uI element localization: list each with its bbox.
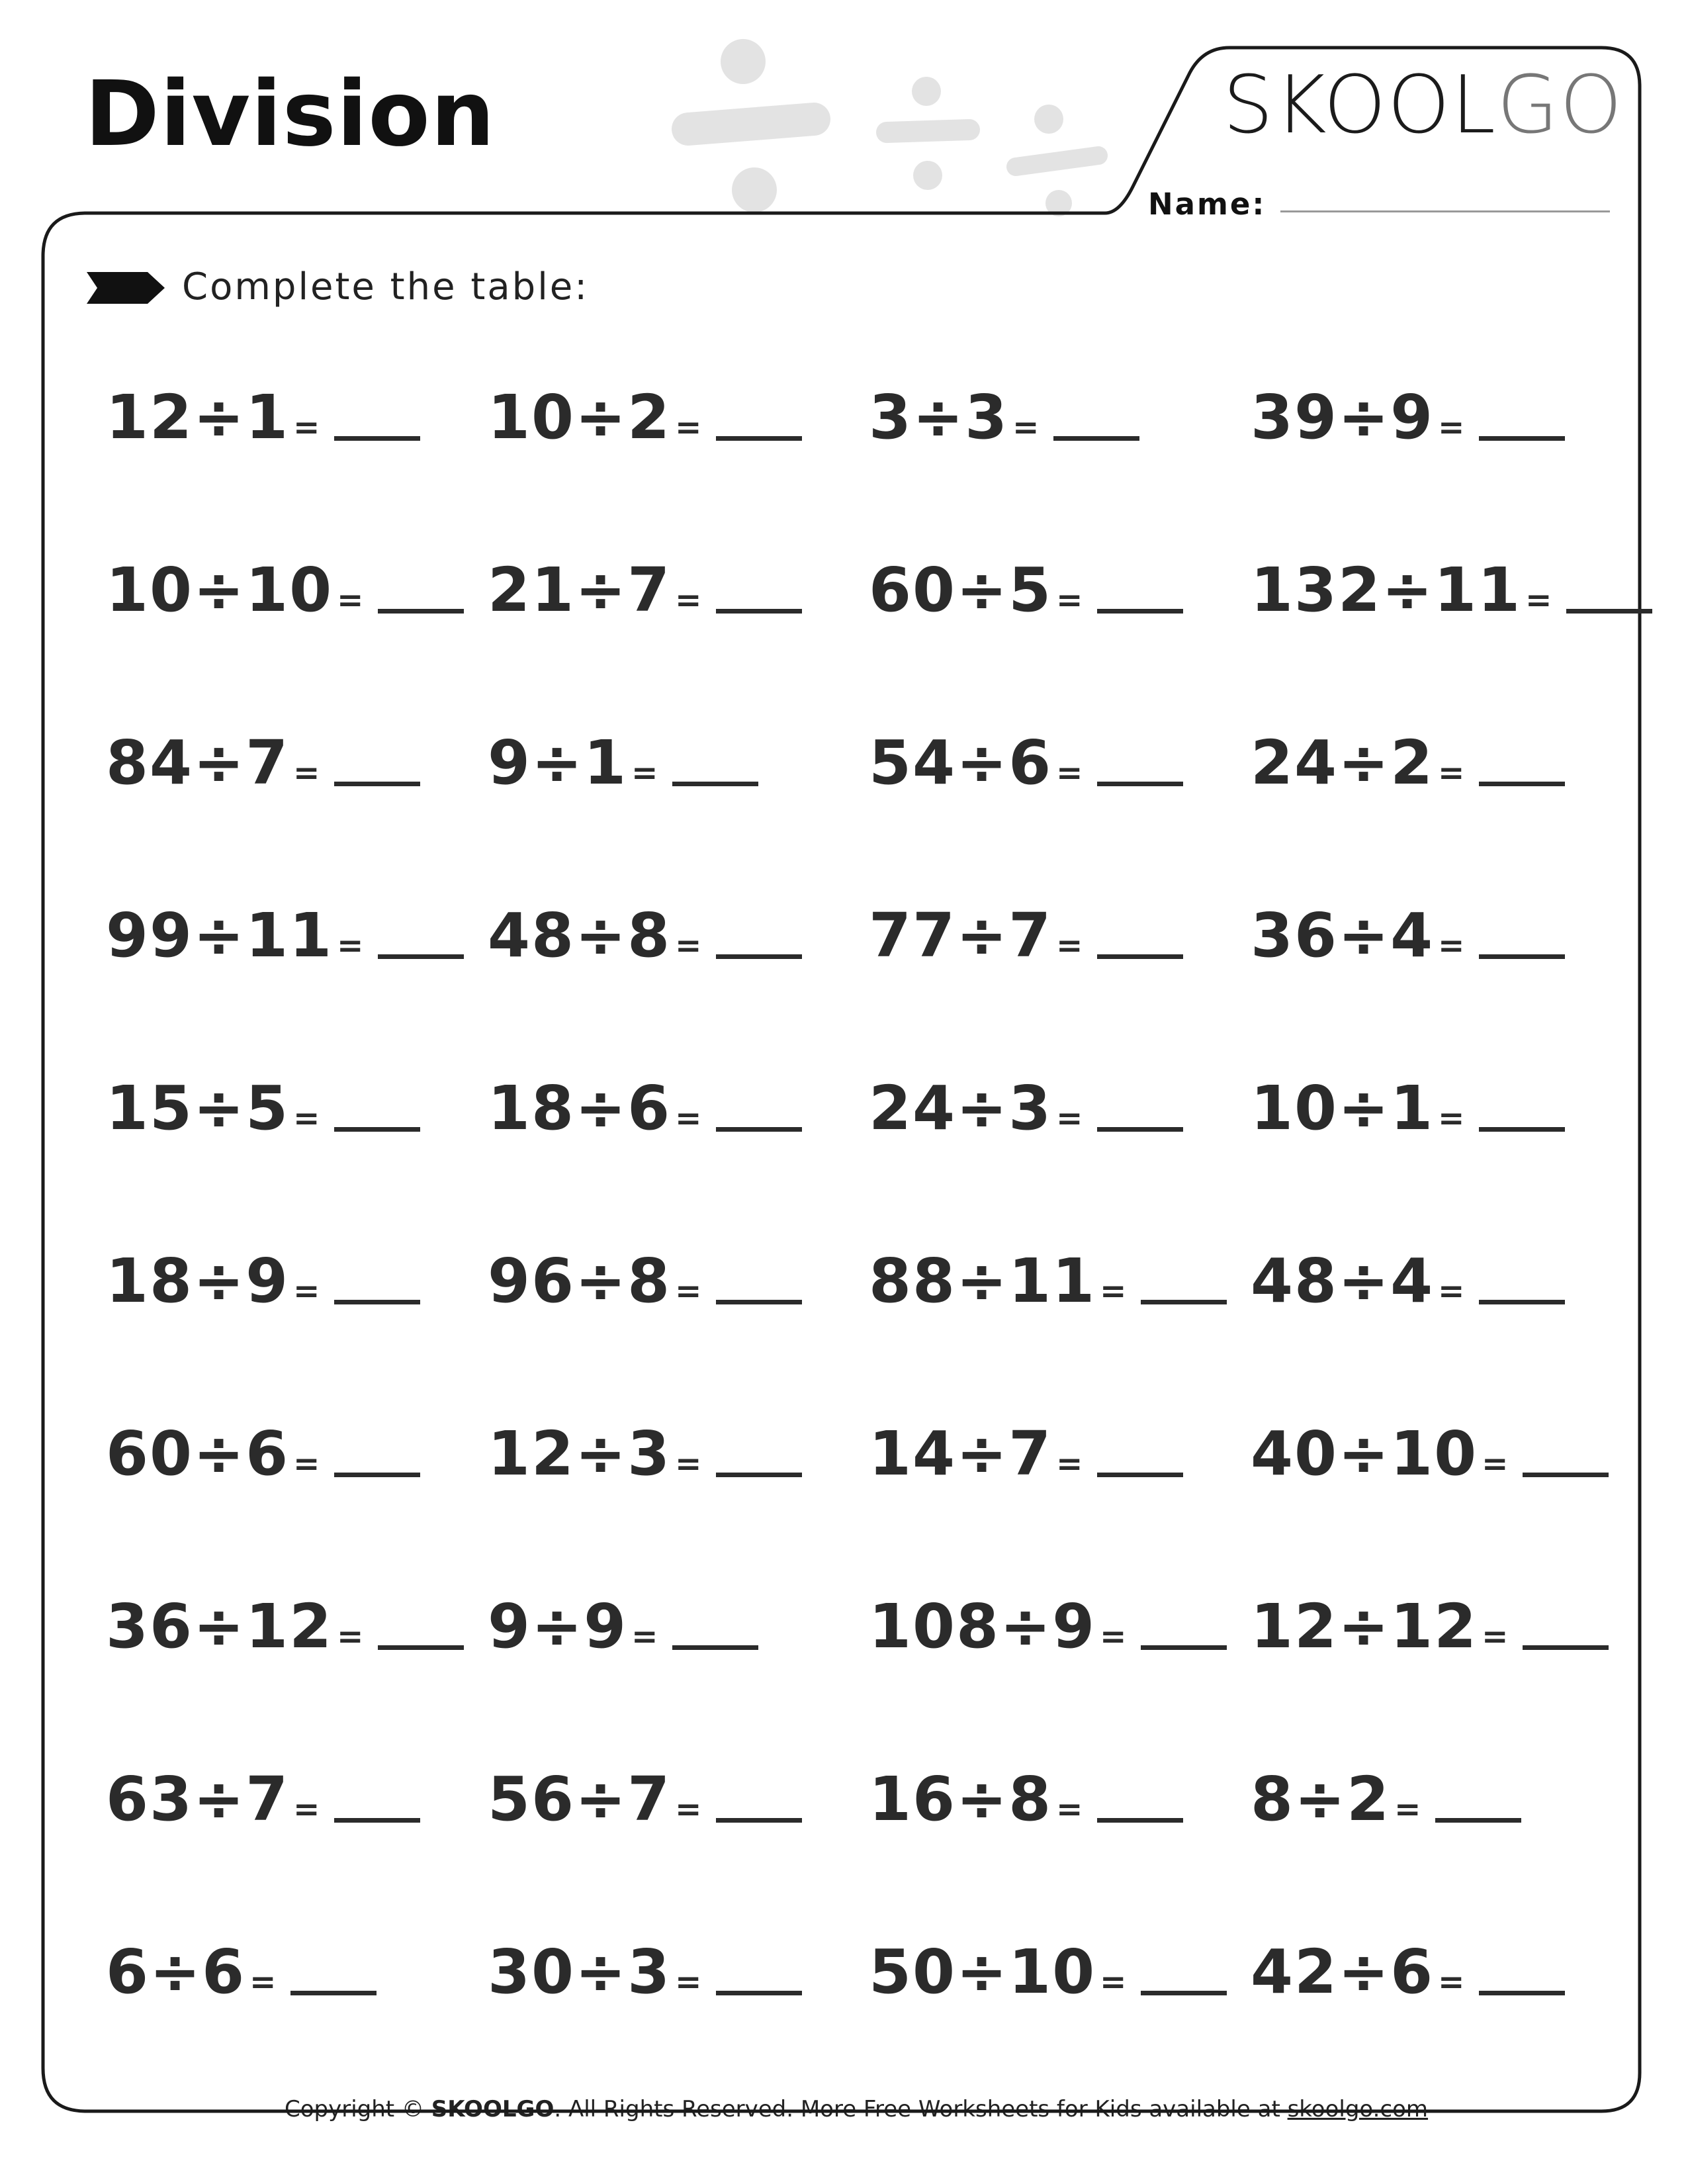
equals-sign: =	[631, 1618, 658, 1655]
problem-expression: 108÷9	[869, 1591, 1096, 1662]
problem-expression: 8÷2	[1251, 1764, 1391, 1835]
equals-sign: =	[1438, 754, 1465, 792]
problem-expression: 12÷3	[488, 1418, 672, 1489]
problem-expression: 18÷6	[488, 1073, 672, 1144]
problem-expression: 50÷10	[869, 1936, 1096, 2007]
equals-sign: =	[1056, 927, 1083, 964]
equals-sign: =	[293, 754, 320, 792]
equals-sign: =	[337, 927, 364, 964]
problem-expression: 30÷3	[488, 1936, 672, 2007]
page-title: Division	[85, 62, 496, 167]
equals-sign: =	[1394, 1791, 1421, 1828]
equals-sign: =	[1056, 1791, 1083, 1828]
equals-sign: =	[1438, 1273, 1465, 1310]
problem-expression: 60÷5	[869, 555, 1053, 625]
problem-expression: 36÷4	[1251, 900, 1435, 971]
problem-expression: 15÷5	[106, 1073, 290, 1144]
problem-expression: 24÷2	[1251, 727, 1435, 798]
problem-expression: 10÷10	[106, 555, 333, 625]
equals-sign: =	[293, 1445, 320, 1482]
equals-sign: =	[675, 1964, 702, 2001]
equals-sign: =	[675, 1273, 702, 1310]
problem-expression: 60÷6	[106, 1418, 290, 1489]
equals-sign: =	[1100, 1273, 1127, 1310]
problem-expression: 88÷11	[869, 1246, 1096, 1316]
equals-sign: =	[293, 409, 320, 446]
problem-expression: 99÷11	[106, 900, 333, 971]
equals-sign: =	[1438, 409, 1465, 446]
problem-expression: 21÷7	[488, 555, 672, 625]
equals-sign: =	[631, 754, 658, 792]
problem-expression: 48÷4	[1251, 1246, 1435, 1316]
problem-expression: 63÷7	[106, 1764, 290, 1835]
problem-expression: 36÷12	[106, 1591, 333, 1662]
equals-sign: =	[1056, 754, 1083, 792]
footer-prefix: Copyright ©	[285, 2096, 431, 2122]
footer-brand-accent: GO	[516, 2096, 555, 2122]
equals-sign: =	[293, 1791, 320, 1828]
problem-expression: 56÷7	[488, 1764, 672, 1835]
problem-expression: 48÷8	[488, 900, 672, 971]
equals-sign: =	[1438, 927, 1465, 964]
equals-sign: =	[1056, 582, 1083, 619]
problem-expression: 77÷7	[869, 900, 1053, 971]
instruction-text: Complete the table:	[182, 265, 590, 308]
equals-sign: =	[1012, 409, 1040, 446]
problem-expression: 3÷3	[869, 382, 1009, 453]
equals-sign: =	[1438, 1964, 1465, 2001]
problem-expression: 10÷1	[1251, 1073, 1435, 1144]
problem-expression: 12÷1	[106, 382, 290, 453]
equals-sign: =	[293, 1100, 320, 1137]
problem-expression: 39÷9	[1251, 382, 1435, 453]
equals-sign: =	[675, 1100, 702, 1137]
problem-expression: 54÷6	[869, 727, 1053, 798]
problem-expression: 42÷6	[1251, 1936, 1435, 2007]
problem-expression: 16÷8	[869, 1764, 1053, 1835]
footer-link[interactable]: skoolgo.com	[1287, 2096, 1429, 2122]
name-label: Name:	[1148, 187, 1266, 222]
problem-expression: 132÷11	[1251, 555, 1522, 625]
footer-brand-main: SKOOL	[431, 2096, 517, 2122]
problem-expression: 18÷9	[106, 1246, 290, 1316]
equals-sign: =	[1525, 582, 1552, 619]
equals-sign: =	[1100, 1964, 1127, 2001]
equals-sign: =	[1056, 1445, 1083, 1482]
equals-sign: =	[675, 409, 702, 446]
equals-sign: =	[337, 1618, 364, 1655]
problem-expression: 9÷1	[488, 727, 628, 798]
problem-expression: 12÷12	[1251, 1591, 1478, 1662]
logo-text-accent: GO	[1497, 60, 1624, 152]
problem-expression: 24÷3	[869, 1073, 1053, 1144]
problem-expression: 9÷9	[488, 1591, 628, 1662]
problem-expression: 6÷6	[106, 1936, 246, 2007]
problem-expression: 84÷7	[106, 727, 290, 798]
problem-expression: 10÷2	[488, 382, 672, 453]
equals-sign: =	[1100, 1618, 1127, 1655]
equals-sign: =	[1056, 1100, 1083, 1137]
equals-sign: =	[1438, 1100, 1465, 1137]
equals-sign: =	[675, 1791, 702, 1828]
equals-sign: =	[337, 582, 364, 619]
equals-sign: =	[293, 1273, 320, 1310]
problem-expression: 96÷8	[488, 1246, 672, 1316]
equals-sign: =	[249, 1964, 277, 2001]
equals-sign: =	[675, 1445, 702, 1482]
equals-sign: =	[1482, 1445, 1509, 1482]
problem-expression: 40÷10	[1251, 1418, 1478, 1489]
equals-sign: =	[675, 582, 702, 619]
equals-sign: =	[675, 927, 702, 964]
logo-text-main: SKOOL	[1223, 60, 1497, 152]
equals-sign: =	[1482, 1618, 1509, 1655]
footer-middle: . All Rights Reserved. More Free Worksheets for Kids available at	[554, 2096, 1288, 2122]
problem-expression: 14÷7	[869, 1418, 1053, 1489]
